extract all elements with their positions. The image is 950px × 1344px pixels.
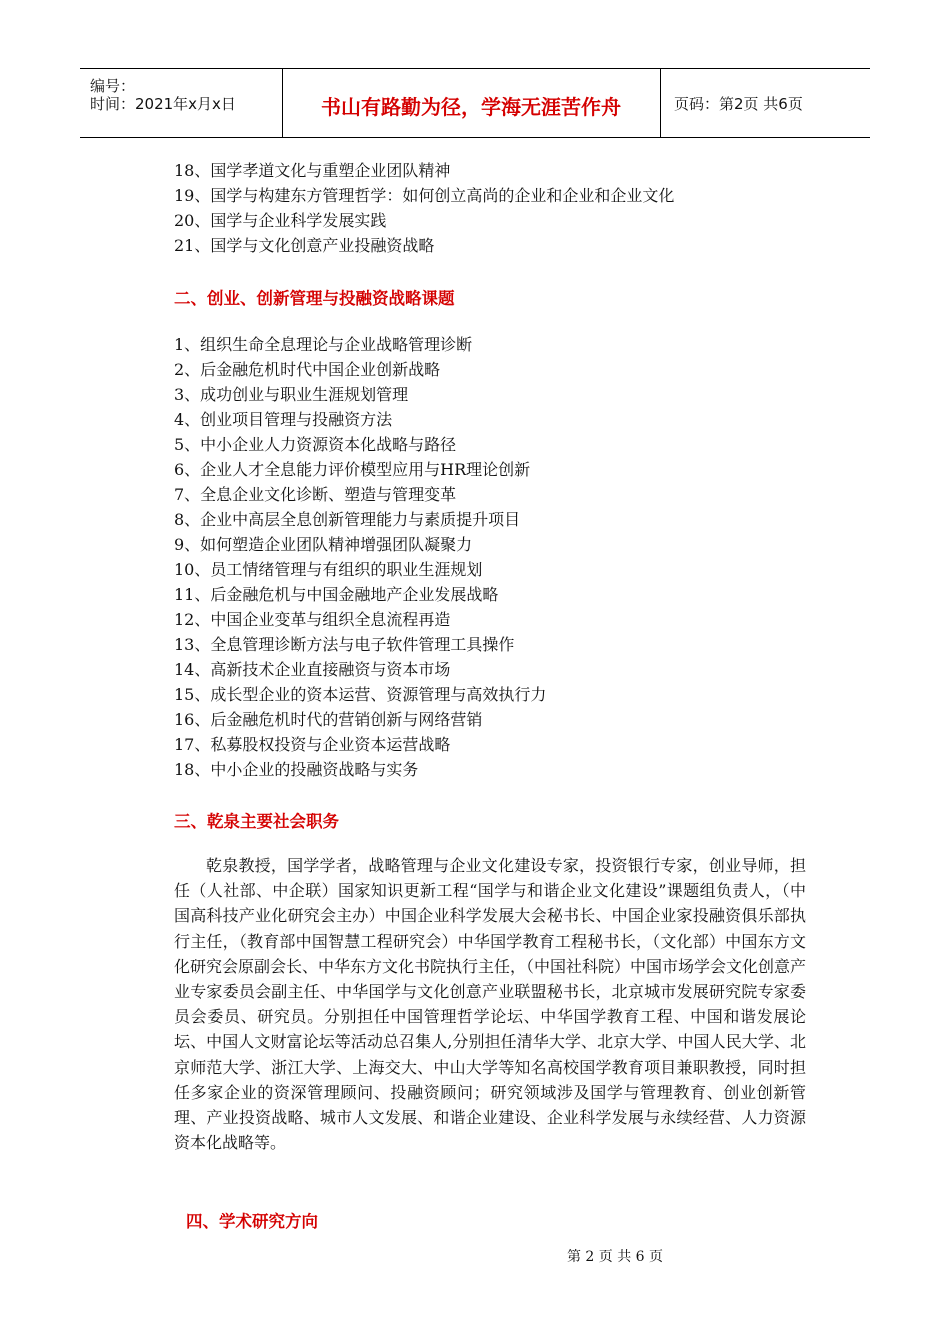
list-item: 2、后金融危机时代中国企业创新战略 [174, 360, 441, 379]
list-item: 11、后金融危机与中国金融地产企业发展战略 [174, 585, 499, 604]
list-item: 16、后金融危机时代的营销创新与网络营销 [174, 710, 483, 729]
list-item: 7、全息企业文化诊断、塑造与管理变革 [174, 485, 457, 504]
list-item: 10、员工情绪管理与有组织的职业生涯规划 [174, 560, 483, 579]
list-item: 9、如何塑造企业团队精神增强团队凝聚力 [174, 535, 473, 554]
section-heading-4: 四、学术研究方向 [186, 1212, 318, 1231]
section-heading-3: 三、乾泉主要社会职务 [174, 812, 339, 831]
document-time-label: 时间：2021年x月x日 [90, 95, 236, 113]
list-item: 8、企业中高层全息创新管理能力与素质提升项目 [174, 510, 521, 529]
header-info-cell [80, 69, 283, 137]
list-item: 20、国学与企业科学发展实践 [174, 211, 387, 230]
list-item: 5、中小企业人力资源资本化战略与路径 [174, 435, 457, 454]
list-item: 19、国学与构建东方管理哲学：如何创立高尚的企业和企业和企业文化 [174, 186, 675, 205]
list-item: 3、成功创业与职业生涯规划管理 [174, 385, 409, 404]
list-item: 17、私募股权投资与企业资本运营战略 [174, 735, 451, 754]
list-item: 14、高新技术企业直接融资与资本市场 [174, 660, 451, 679]
header-motto: 书山有路勤为径，学海无涯苦作舟 [321, 95, 621, 119]
list-item: 15、成长型企业的资本运营、资源管理与高效执行力 [174, 685, 547, 704]
list-item: 18、中小企业的投融资战略与实务 [174, 760, 419, 779]
header-page-cell [660, 69, 870, 137]
list-item: 21、国学与文化创意产业投融资战略 [174, 236, 435, 255]
list-item: 18、国学孝道文化与重塑企业团队精神 [174, 161, 451, 180]
list-item: 13、全息管理诊断方法与电子软件管理工具操作 [174, 635, 515, 654]
header-motto-cell [282, 69, 661, 137]
biography-paragraph: 乾泉教授，国学学者，战略管理与企业文化建设专家，投资银行专家，创业导师，担任（人社部、中企联）国家知识更新工程“国学与和谐企业文化建设”课题组负责人，（中国高科技产业化研究会主办）中国企业科学发展大会秘书长、中国企业家投融资俱乐部执行主任，（教育部中国智慧工程研究会）中华国学教育工程秘书长，（文化部）中国东方文化研究会原副会长、中华东方文化书院执行主任，（中国社科院）中国市场学会文化创意产业专家委员会副主任、中华国学与文化创意产业联盟秘书长，北京城市发展研究院专家委员会委员、研究员。分别担任中国管理哲学论坛、中华国学教育工程、中国和谐发展论坛、中国人文财富论坛等活动总召集人,分别担任清华大学、北京大学、中国人民大学、北京师范大学、浙江大学、上海交大、中山大学等知名高校国学教育项目兼职教授，同时担任多家企业的资深管理顾问、投融资顾问；研究领域涉及国学与管理教育、创业创新管理、产业投资战略、城市人文发展、和谐企业建设、企业科学发展与永续经营、人力资源资本化战略等。 [174, 856, 807, 1153]
header-page-number: 页码：第2页 共6页 [674, 95, 803, 113]
footer-page-number: 第 2 页 共 6 页 [566, 1249, 664, 1265]
section-heading-2: 二、创业、创新管理与投融资战略课题 [174, 289, 455, 308]
topic-list-section-2 [174, 332, 546, 782]
document-number-label: 编号： [90, 77, 136, 95]
topic-list-continued [174, 158, 674, 258]
page-footer [0, 1246, 950, 1266]
list-item: 12、中国企业变革与组织全息流程再造 [174, 610, 451, 629]
list-item: 6、企业人才全息能力评价模型应用与HR理论创新 [174, 460, 531, 479]
list-item: 4、创业项目管理与投融资方法 [174, 410, 393, 429]
list-item: 1、组织生命全息理论与企业战略管理诊断 [174, 335, 473, 354]
page-header [80, 68, 870, 138]
